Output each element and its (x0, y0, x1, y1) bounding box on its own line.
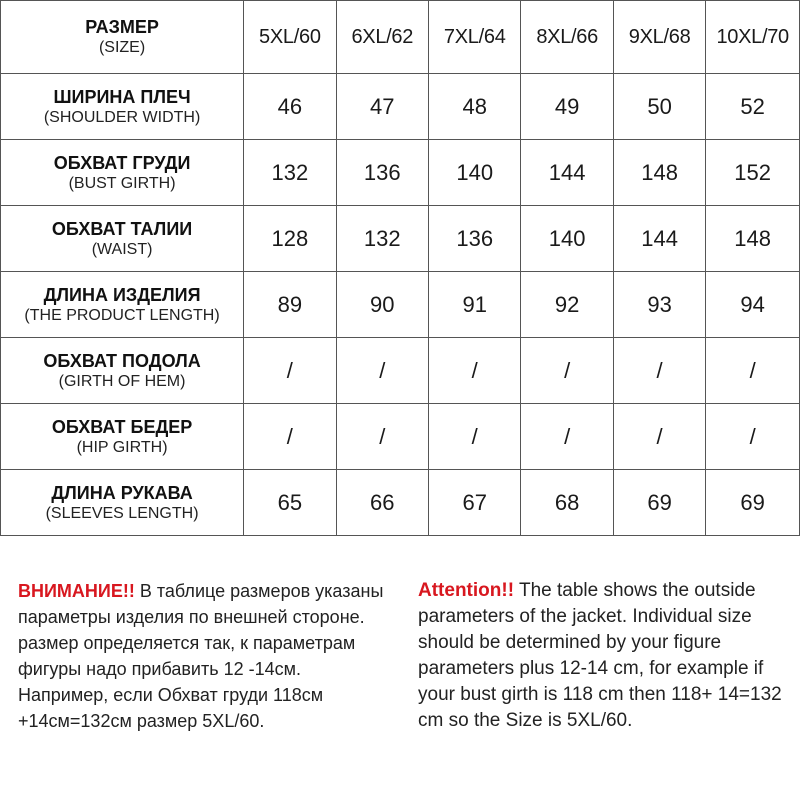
size-column-header: 9XL/68 (613, 1, 705, 74)
measurement-value: / (336, 338, 428, 404)
measurement-value: 69 (613, 470, 705, 536)
measurement-value: / (244, 338, 336, 404)
measurement-value: / (429, 404, 521, 470)
measurement-value: 65 (244, 470, 336, 536)
measurement-value: 144 (521, 140, 613, 206)
measurement-value: 132 (244, 140, 336, 206)
measurement-value: 48 (429, 74, 521, 140)
measurement-value: 144 (613, 206, 705, 272)
notes-section (0, 578, 800, 800)
note-russian (18, 578, 390, 734)
measurement-value: 47 (336, 74, 428, 140)
measurement-value: 46 (244, 74, 336, 140)
row-label-ru: ОБХВАТ ТАЛИИ (51, 218, 193, 239)
measurement-value: 49 (521, 74, 613, 140)
measurement-value: / (521, 404, 613, 470)
measurement-value: 148 (613, 140, 705, 206)
measurement-value: 91 (429, 272, 521, 338)
measurement-value: 148 (706, 206, 800, 272)
table-row (1, 140, 800, 206)
measurement-value: 89 (244, 272, 336, 338)
measurement-value: 140 (429, 140, 521, 206)
size-column-header: 8XL/66 (521, 1, 613, 74)
measurement-value: 136 (336, 140, 428, 206)
measurement-value: 152 (706, 140, 800, 206)
measurement-value: / (336, 404, 428, 470)
measurement-value: / (429, 338, 521, 404)
measurement-value: 69 (706, 470, 800, 536)
table-row (1, 404, 800, 470)
measurement-value: / (706, 338, 800, 404)
table-row (1, 338, 800, 404)
row-label-en: (SIZE) (98, 39, 146, 56)
measurement-value: 66 (336, 470, 428, 536)
measurement-value: 52 (706, 74, 800, 140)
row-label-ru: ОБХВАТ БЕДЕР (51, 416, 193, 437)
row-label-en: (SHOULDER WIDTH) (43, 108, 201, 126)
measurement-value: / (613, 338, 705, 404)
measurement-value: 93 (613, 272, 705, 338)
row-label-en: (WAIST) (91, 240, 153, 258)
measurement-value: 140 (521, 206, 613, 272)
row-label-cell (1, 404, 244, 470)
table-row (1, 74, 800, 140)
measurement-value: / (244, 404, 336, 470)
row-label-en: (THE PRODUCT LENGTH) (24, 306, 220, 324)
measurement-value: 50 (613, 74, 705, 140)
note-text-en: The table shows the outside parameters of the jacket. Individual size should be determined by your figure parameters plus 12-14 cm, for example if your bust girth is 118 cm then 118+ 14=132 cm so the Size is 5XL/60. (418, 580, 782, 731)
measurement-value: / (706, 404, 800, 470)
note-english (418, 578, 790, 734)
row-label-cell (1, 140, 244, 206)
measurement-value: 67 (429, 470, 521, 536)
row-label-ru: ДЛИНА ИЗДЕЛИЯ (43, 284, 201, 305)
row-label-ru: РАЗМЕР (85, 17, 159, 37)
row-label-ru: ШИРИНА ПЛЕЧ (53, 86, 191, 107)
row-label-en: (GIRTH OF HEM) (58, 372, 186, 390)
measurement-value: 132 (336, 206, 428, 272)
size-column-header: 6XL/62 (336, 1, 428, 74)
note-text-ru: В таблице размеров указаны параметры изделия по внешней стороне. размер определяется так, к параметрам фигуры надо прибавить 12 -14см. Например, если Обхват груди 118см +14см=132см размер 5XL/60. (18, 581, 384, 731)
row-label-cell (1, 338, 244, 404)
attention-label-ru: ВНИМАНИЕ!! (18, 581, 135, 601)
row-label-cell (1, 206, 244, 272)
table-row (1, 470, 800, 536)
measurement-value: 128 (244, 206, 336, 272)
row-label-cell (1, 272, 244, 338)
size-column-header: 10XL/70 (706, 1, 800, 74)
size-header-row (1, 1, 800, 74)
table-row (1, 272, 800, 338)
row-label-en: (SLEEVES LENGTH) (45, 504, 199, 522)
size-chart-body (1, 1, 800, 536)
row-label-en: (BUST GIRTH) (68, 174, 176, 192)
measurement-value: / (521, 338, 613, 404)
row-label-ru: ОБХВАТ ПОДОЛА (43, 350, 201, 371)
table-row (1, 206, 800, 272)
measurement-value: 90 (336, 272, 428, 338)
attention-label-en: Attention!! (418, 580, 515, 601)
size-column-header: 5XL/60 (244, 1, 336, 74)
row-label-cell (1, 74, 244, 140)
size-column-header: 7XL/64 (429, 1, 521, 74)
measurement-value: 94 (706, 272, 800, 338)
measurement-value: 136 (429, 206, 521, 272)
measurement-value: / (613, 404, 705, 470)
measurement-value: 68 (521, 470, 613, 536)
size-header-label-cell (1, 1, 244, 74)
row-label-cell (1, 470, 244, 536)
row-label-en: (HIP GIRTH) (76, 438, 168, 456)
row-label-ru: ОБХВАТ ГРУДИ (53, 152, 191, 173)
row-label-ru: ДЛИНА РУКАВА (51, 482, 193, 503)
measurement-value: 92 (521, 272, 613, 338)
